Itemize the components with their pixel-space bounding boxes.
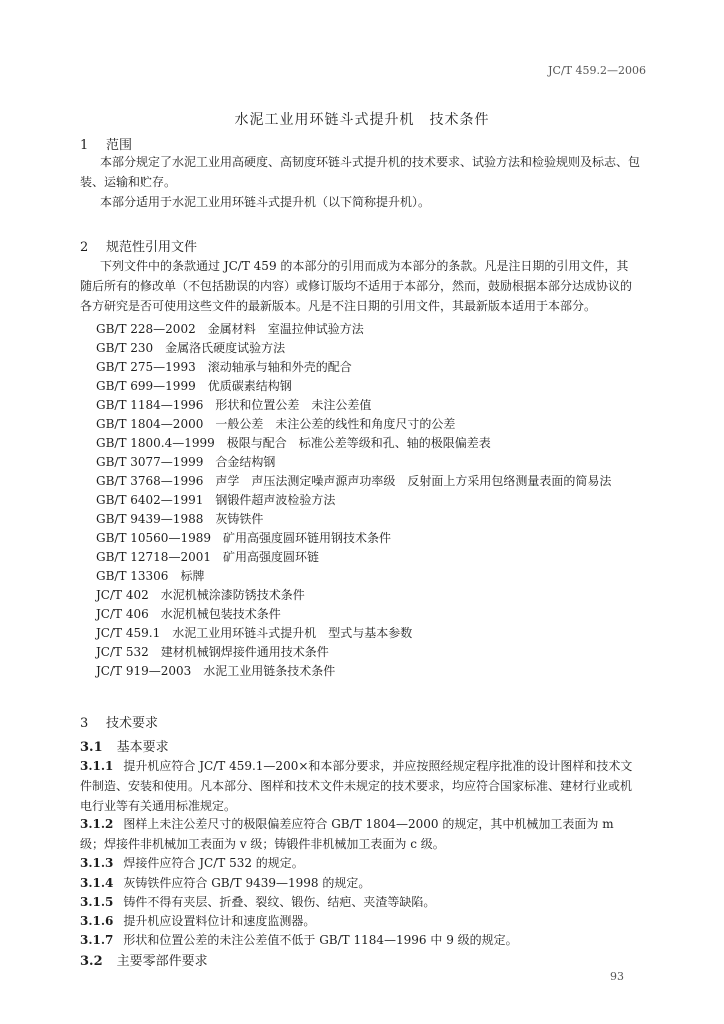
reference-title: 一般公差 未注公差的线性和角度尺寸的公差 [215, 417, 456, 431]
clause-3-1-3 [80, 853, 640, 873]
reference-title: 优质碳素结构钢 [207, 379, 292, 393]
reference-code: GB/T 1804—2000 [96, 417, 204, 431]
standard-code: JC/T 459.2—2006 [548, 64, 646, 77]
clause-text: 提升机应符合 JC/T 459.1—200×和本部分要求，并应按照经规定程序批准的设计图样和技术文件制造、安装和使用。凡本部分、图样和技术文件未规定的技术要求，均应符合国家标准、建材行业或机电行业等有关通用标准规定。 [80, 759, 633, 813]
subsection-number: 3.2 [80, 954, 103, 969]
reference-code: GB/T 10560—1989 [96, 531, 211, 545]
reference-title: 灰铸铁件 [215, 512, 264, 526]
clause-3-1-2 [80, 814, 640, 854]
subsection-3-1-heading [80, 736, 169, 755]
section-title: 规范性引用文件 [106, 240, 198, 255]
reference-item [96, 358, 352, 375]
subsection-title: 主要零部件要求 [116, 954, 208, 969]
clause-3-1-6 [80, 911, 640, 931]
reference-item [96, 605, 281, 622]
clause-3-1-7 [80, 930, 640, 950]
reference-title: 合金结构钢 [215, 455, 276, 469]
reference-title: 形状和位置公差 未注公差值 [215, 398, 372, 412]
reference-item [96, 453, 275, 470]
reference-code: GB/T 9439—1988 [96, 512, 204, 526]
clause-number: 3.1.4 [80, 876, 114, 890]
reference-title: 矿用高强度圆环链用钢技术条件 [222, 531, 391, 545]
reference-code: GB/T 230 [96, 341, 154, 355]
reference-item [96, 567, 204, 584]
section-title: 范围 [106, 138, 133, 153]
reference-item [96, 472, 611, 489]
reference-code: JC/T 402 [96, 588, 149, 602]
reference-code: GB/T 1184—1996 [96, 398, 204, 412]
clause-text: 图样上未注公差尺寸的极限偏差应符合 GB/T 1804—2000 的规定，其中机械加工表面为 m 级；焊接件非机械加工表面为 v 级；铸锻件非机械加工表面为 c 级。 [80, 817, 614, 851]
clause-number: 3.1.2 [80, 817, 114, 831]
section-number: 2 [80, 240, 89, 255]
reference-code: GB/T 12718—2001 [96, 550, 211, 564]
reference-code: JC/T 459.1 [96, 626, 161, 640]
clause-number: 3.1.6 [80, 914, 114, 928]
section-2-heading [80, 236, 197, 255]
reference-item [96, 396, 371, 413]
section-number: 1 [80, 138, 89, 153]
reference-title: 标牌 [180, 569, 205, 583]
clause-3-1-1 [80, 756, 640, 816]
reference-item [96, 510, 263, 527]
section-number: 3 [80, 716, 89, 731]
reference-title: 钢锻件超声波检验方法 [215, 493, 336, 507]
clause-number: 3.1.5 [80, 895, 114, 909]
reference-title: 矿用高强度圆环链 [222, 550, 319, 564]
reference-title: 金属洛氏硬度试验方法 [165, 341, 286, 355]
reference-title: 滚动轴承与轴和外壳的配合 [207, 360, 352, 374]
clause-3-1-4 [80, 873, 640, 893]
clause-text: 提升机应设置料位计和速度监测器。 [123, 914, 316, 928]
reference-code: JC/T 919—2003 [96, 664, 192, 678]
reference-title: 声学 声压法测定噪声源声功率级 反射面上方采用包络测量表面的简易法 [215, 474, 612, 488]
reference-item [96, 529, 391, 546]
section-1-paragraph-1: 本部分规定了水泥工业用高硬度、高韧度环链斗式提升机的技术要求、试验方法和检验规则及标志、包装、运输和贮存。 [80, 155, 641, 189]
clause-number: 3.1.3 [80, 856, 114, 870]
reference-code: GB/T 275—1993 [96, 360, 196, 374]
reference-item [96, 662, 335, 679]
reference-title: 水泥工业用环链斗式提升机 型式与基本参数 [172, 626, 413, 640]
clause-text: 铸件不得有夹层、折叠、裂纹、锻伤、结疤、夹渣等缺陷。 [123, 895, 436, 909]
section-1-paragraph-2: 本部分适用于水泥工业用环链斗式提升机（以下简称提升机）。 [100, 195, 431, 209]
reference-code: GB/T 3077—1999 [96, 455, 204, 469]
reference-title: 极限与配合 标准公差等级和孔、轴的极限偏差表 [226, 436, 491, 450]
reference-code: JC/T 532 [96, 645, 149, 659]
reference-title: 建材机械钢焊接件通用技术条件 [160, 645, 329, 659]
reference-code: GB/T 3768—1996 [96, 474, 204, 488]
reference-code: GB/T 228—2002 [96, 322, 196, 336]
reference-title: 水泥机械涂漆防锈技术条件 [160, 588, 305, 602]
clause-number: 3.1.1 [80, 759, 114, 773]
page-number: 93 [610, 970, 624, 983]
reference-code: GB/T 1800.4—1999 [96, 436, 215, 450]
reference-title: 金属材料 室温拉伸试验方法 [207, 322, 364, 336]
clause-text: 焊接件应符合 JC/T 532 的规定。 [123, 856, 304, 870]
reference-item [96, 643, 329, 660]
reference-item [96, 434, 491, 451]
clause-3-1-5 [80, 892, 640, 912]
reference-item [96, 586, 305, 603]
reference-code: GB/T 13306 [96, 569, 169, 583]
clause-text: 形状和位置公差的未注公差值不低于 GB/T 1184—1996 中 9 级的规定。 [123, 933, 518, 947]
reference-code: GB/T 6402—1991 [96, 493, 204, 507]
reference-code: GB/T 699—1999 [96, 379, 196, 393]
reference-item [96, 377, 292, 394]
reference-item [96, 339, 285, 356]
reference-item [96, 624, 412, 641]
reference-item [96, 415, 455, 432]
section-3-heading [80, 712, 158, 731]
reference-item [96, 491, 335, 508]
clause-text: 灰铸铁件应符合 GB/T 9439—1998 的规定。 [123, 876, 371, 890]
reference-item [96, 320, 364, 337]
section-title: 技术要求 [106, 716, 159, 731]
reference-item [96, 548, 319, 565]
reference-title: 水泥工业用链条技术条件 [203, 664, 336, 678]
document-title: 水泥工业用环链斗式提升机 技术条件 [234, 112, 490, 128]
subsection-3-2-heading [80, 950, 208, 969]
reference-code: JC/T 406 [96, 607, 149, 621]
section-2-intro: 下列文件中的条款通过 JC/T 459 的本部分的引用而成为本部分的条款。凡是注日期的引用文件，其随后所有的修改单（不包括勘误的内容）或修订版均不适用于本部分，然而，鼓励根据本部分达成协议的各方研究是否可使用这些文件的最新版本。凡是不注日期的引用文件，其最新版本适用于本部分。 [80, 259, 633, 313]
subsection-title: 基本要求 [116, 740, 169, 755]
subsection-number: 3.1 [80, 740, 103, 755]
reference-title: 水泥机械包装技术条件 [160, 607, 281, 621]
clause-number: 3.1.7 [80, 933, 114, 947]
section-1-heading [80, 134, 132, 153]
